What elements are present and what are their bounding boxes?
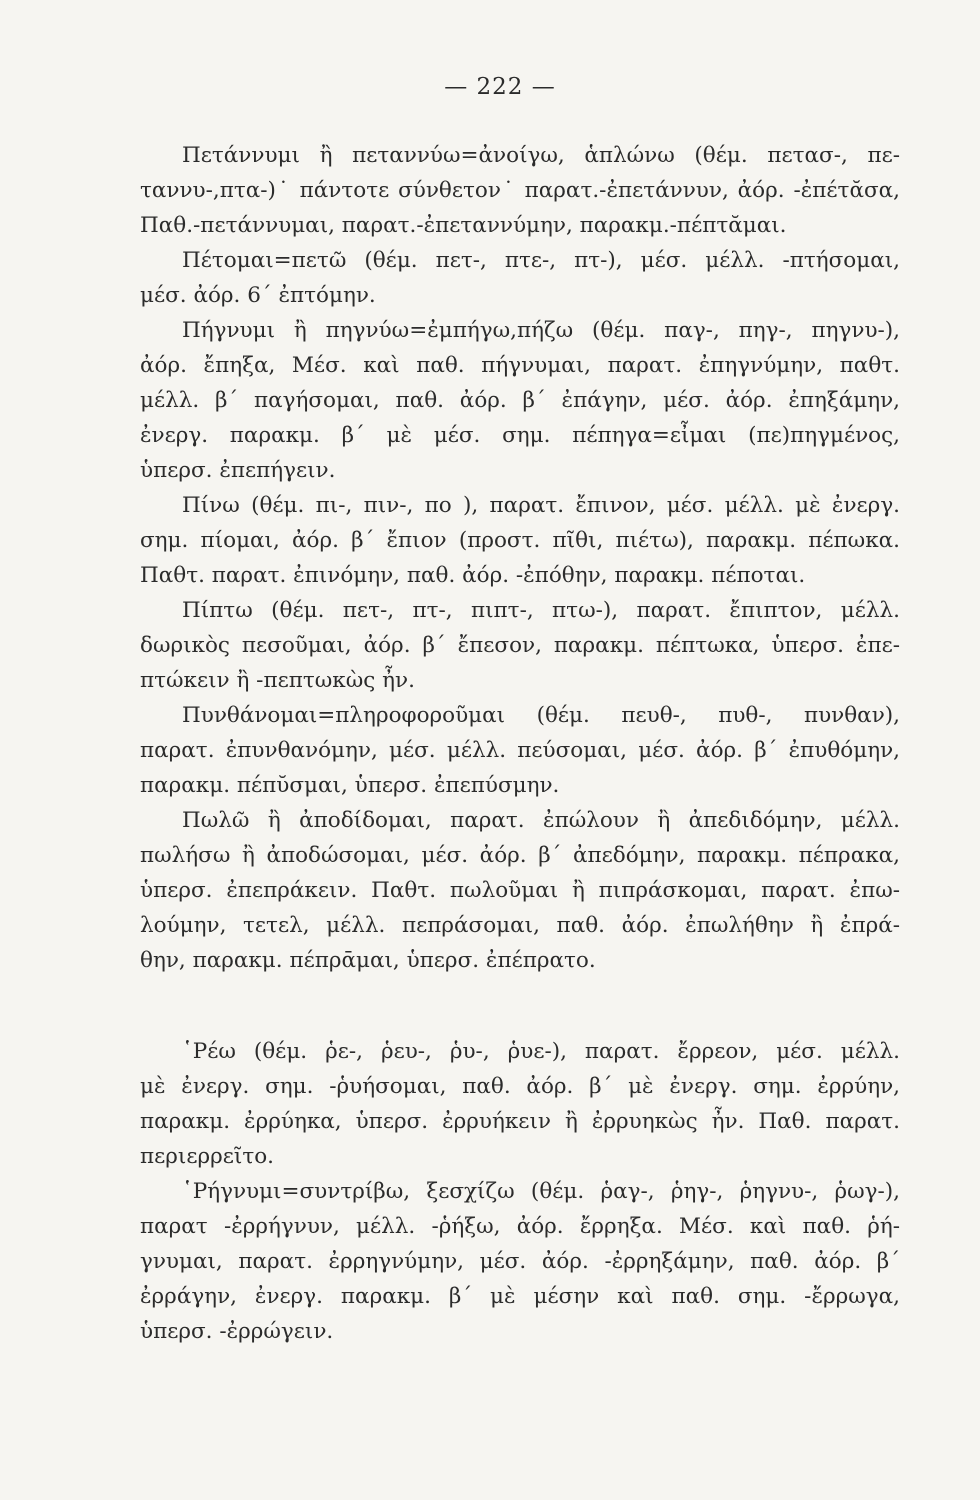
entry-pipto xyxy=(140,593,900,698)
text-line: θην, παρακμ. πέπρᾱμαι, ὑπερσ. ἐπέπρατο. xyxy=(140,948,596,973)
text-line: ἀόρ. ἔπηξα, Μέσ. καὶ παθ. πήγνυμαι, παρατ. ἐπηγνύμην, παθτ. xyxy=(140,353,900,378)
text-line: πωλήσω ἢ ἀποδώσομαι, μέσ. ἀόρ. β΄ ἀπεδόμην, παρακμ. πέπρακα, xyxy=(140,843,900,868)
body-text xyxy=(140,138,900,1349)
text-line: Πυνθάνομαι=πληροφοροῦμαι (θέμ. πευθ-, πυθ-, πυνθαν), xyxy=(182,703,900,728)
text-line: παρατ -ἐρρήγνυν, μέλλ. -ῥήξω, ἀόρ. ἔρρηξα. Μέσ. καὶ παθ. ῥή- xyxy=(140,1214,900,1239)
text-line: Πήγνυμι ἢ πηγνύω=ἐμπήγω,πήζω (θέμ. παγ-, πηγ-, πηγνυ-), xyxy=(182,318,900,343)
text-line: παρακμ. πέπῠσμαι, ὑπερσ. ἐπεπύσμην. xyxy=(140,773,560,798)
text-line: ὑπερσ. -ἐρρώγειν. xyxy=(140,1319,334,1344)
text-line: μέσ. ἀόρ. 6΄ ἐπτόμην. xyxy=(140,283,376,308)
text-line: ἐνεργ. παρακμ. β΄ μὲ μέσ. σημ. πέπηγα=εἶμαι (πε)πηγμένος, xyxy=(140,423,900,448)
text-line: σημ. πίομαι, ἀόρ. β΄ ἔπιον (προστ. πῖθι, πιέτω), παρακμ. πέπωκα. xyxy=(140,528,900,553)
entry-petannymi xyxy=(140,138,900,243)
text-line: ὑπερσ. ἐπεπράκειν. Παθτ. πωλοῦμαι ἢ πιπράσκομαι, παρατ. ἐπω- xyxy=(140,878,900,903)
text-line: λούμην, τετελ, μέλλ. πεπράσομαι, παθ. ἀόρ. ἐπωλήθην ἢ ἐπρά- xyxy=(140,913,900,938)
text-line: δωρικὸς πεσοῦμαι, ἀόρ. β΄ ἔπεσον, παρακμ. πέπτωκα, ὑπερσ. ἐπε- xyxy=(140,633,900,658)
text-line: ταννυ-,πτα-)˙ πάντοτε σύνθετον˙ παρατ.-ἐπετάννυν, ἀόρ. -ἐπέτᾰσα, xyxy=(140,178,900,203)
entry-petomai xyxy=(140,243,900,313)
text-line: Παθτ. παρατ. ἐπινόμην, παθ. ἀόρ. -ἐπόθην, παρακμ. πέποται. xyxy=(140,563,806,588)
text-line: πτώκειν ἢ -πεπτωκὼς ἦν. xyxy=(140,668,415,693)
text-line: παρακμ. ἐρρύηκα, ὑπερσ. ἐρρυήκειν ἢ ἐρρυηκὼς ἦν. Παθ. παρατ. xyxy=(140,1109,900,1134)
entry-pino xyxy=(140,488,900,593)
text-line: ῾Ρήγνυμι=συντρίβω, ξεσχίζω (θέμ. ῥαγ-, ῥηγ-, ῥηγνυ-, ῥωγ-), xyxy=(182,1179,900,1204)
section-gap xyxy=(140,978,900,1034)
text-line: Πίνω (θέμ. πι-, πιν-, πο ), παρατ. ἔπινον, μέσ. μέλλ. μὲ ἐνεργ. xyxy=(182,493,900,518)
entry-polo xyxy=(140,803,900,978)
text-line: Πέτομαι=πετῶ (θέμ. πετ-, πτε-, πτ-), μέσ. μέλλ. -πτήσομαι, xyxy=(182,248,900,273)
text-line: Πωλῶ ἢ ἀποδίδομαι, παρατ. ἐπώλουν ἢ ἀπεδιδόμην, μέλλ. xyxy=(182,808,900,833)
text-line: μὲ ἐνεργ. σημ. -ῥυήσομαι, παθ. ἀόρ. β΄ μὲ ἐνεργ. σημ. ἐρρύην, xyxy=(140,1074,900,1099)
text-line: ὑπερσ. ἐπεπήγειν. xyxy=(140,458,336,483)
text-line: παρατ. ἐπυνθανόμην, μέσ. μέλλ. πεύσομαι, μέσ. ἀόρ. β΄ ἐπυθόμην, xyxy=(140,738,900,763)
entry-regnymi xyxy=(140,1174,900,1349)
text-line: Παθ.-πετάννυμαι, παρατ.-ἐπεταννύμην, παρακμ.-πέπτᾰμαι. xyxy=(140,213,787,238)
text-line: Πίπτω (θέμ. πετ-, πτ-, πιπτ-, πτω-), παρατ. ἔπιπτον, μέλλ. xyxy=(182,598,900,623)
entry-pynthanomai xyxy=(140,698,900,803)
text-line: ἐρράγην, ἐνεργ. παρακμ. β΄ μὲ μέσην καὶ παθ. σημ. -ἔρρωγα, xyxy=(140,1284,900,1309)
text-line: μέλλ. β΄ παγήσομαι, παθ. ἀόρ. β΄ ἐπάγην, μέσ. ἀόρ. ἐπηξάμην, xyxy=(140,388,900,413)
text-line: Πετάννυμι ἢ πεταννύω=ἀνοίγω, ἁπλώνω (θέμ. πετασ-, πε- xyxy=(182,143,900,168)
page-number: — 222 — xyxy=(444,74,556,100)
entry-reo xyxy=(140,1034,900,1174)
text-line: περιερρεῖτο. xyxy=(140,1144,274,1169)
text-line: γνυμαι, παρατ. ἐρρηγνύμην, μέσ. ἀόρ. -ἐρρηξάμην, παθ. ἀόρ. β΄ xyxy=(140,1249,900,1274)
text-line: ῾Ρέω (θέμ. ῥε-, ῥευ-, ῥυ-, ῥυε-), παρατ. ἔρρεον, μέσ. μέλλ. xyxy=(182,1039,900,1064)
entry-pegnymi xyxy=(140,313,900,488)
